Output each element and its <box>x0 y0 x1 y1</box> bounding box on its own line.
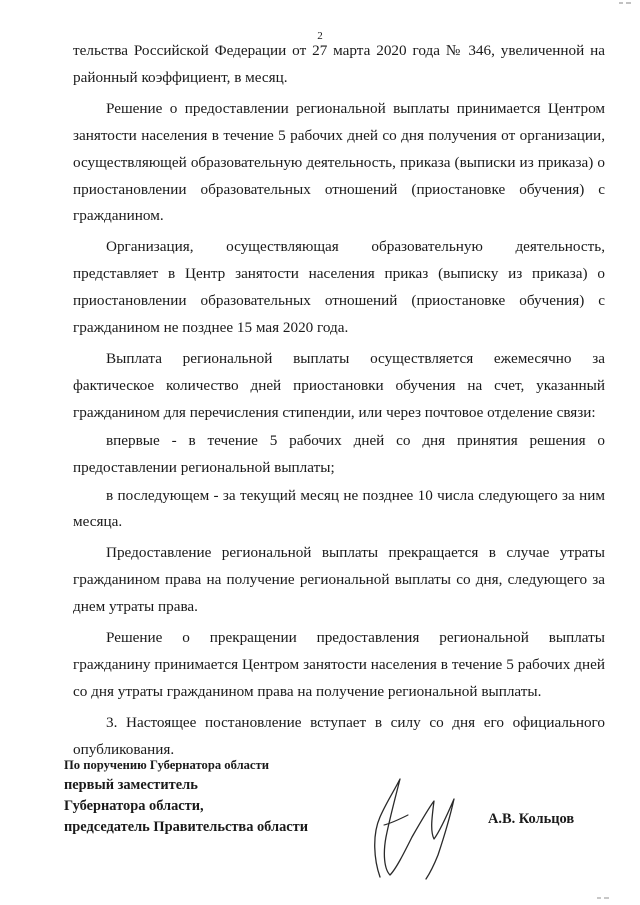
signature-block <box>64 755 308 838</box>
paragraph-first-time: впервые - в течение 5 рабочих дней со дня принятия решения о предоставлении региональной выплаты; <box>73 431 605 476</box>
paragraph-termination: Предоставление региональной выплаты прекращается в случае утраты гражданином права на получение региональной выплаты со дня, следующего за днем утраты права. <box>73 544 605 616</box>
handwritten-signature <box>350 765 470 885</box>
paragraph-subsequent: в последующем - за текущий месяц не позднее 10 числа следующего за ним месяца. <box>73 486 605 531</box>
signature-line-4: председатель Правительства области <box>64 819 309 835</box>
document-body <box>73 38 605 764</box>
paragraph-payment: Выплата региональной выплаты осуществляется ежемесячно за фактическое количество дней приостановки обучения на счет, указанный гражданином для перечисления стипендии, или через почтовое отделение связи: <box>73 349 605 421</box>
scan-artifact-mark <box>596 895 610 901</box>
page-number: 2 <box>317 30 323 42</box>
signature-line-2: первый заместитель <box>64 777 198 793</box>
paragraph-termination-decision: Решение о прекращении предоставления региональной выплаты гражданину принимается Центром занятости населения в течение 5 рабочих дней со дня утраты гражданином права на получение региональной выплаты. <box>73 629 605 700</box>
signature-line-3: Губернатора области, <box>64 798 204 814</box>
paragraph-continuation: тельства Российской Федерации от 27 марта 2020 года № 346, увеличенной на районный коэффициент, в месяц. <box>73 42 605 86</box>
signatory-name: А.В. Кольцов <box>488 811 575 827</box>
paragraph-decision: Решение о предоставлении региональной выплаты принимается Центром занятости населения в течение 5 рабочих дней со дня получения от организации, осуществляющей образовательную деятельность, приказа (выписки из приказа) о приостановлении образовательных отношений (приостановке обучения) с гражданином. <box>73 99 605 225</box>
paragraph-effective: 3. Настоящее постановление вступает в силу со дня его официального опубликования. <box>73 713 605 758</box>
scan-artifact-mark <box>618 0 632 6</box>
signature-line-1: По поручению Губернатора области <box>64 758 269 772</box>
paragraph-organization: Организация, осуществляющая образовательную деятельность, представляет в Центр занятости населения приказ (выписку из приказа) о приостановлении образовательных отношений (приостановке обучения) с гражданином не позднее 15 мая 2020 года. <box>73 238 605 337</box>
